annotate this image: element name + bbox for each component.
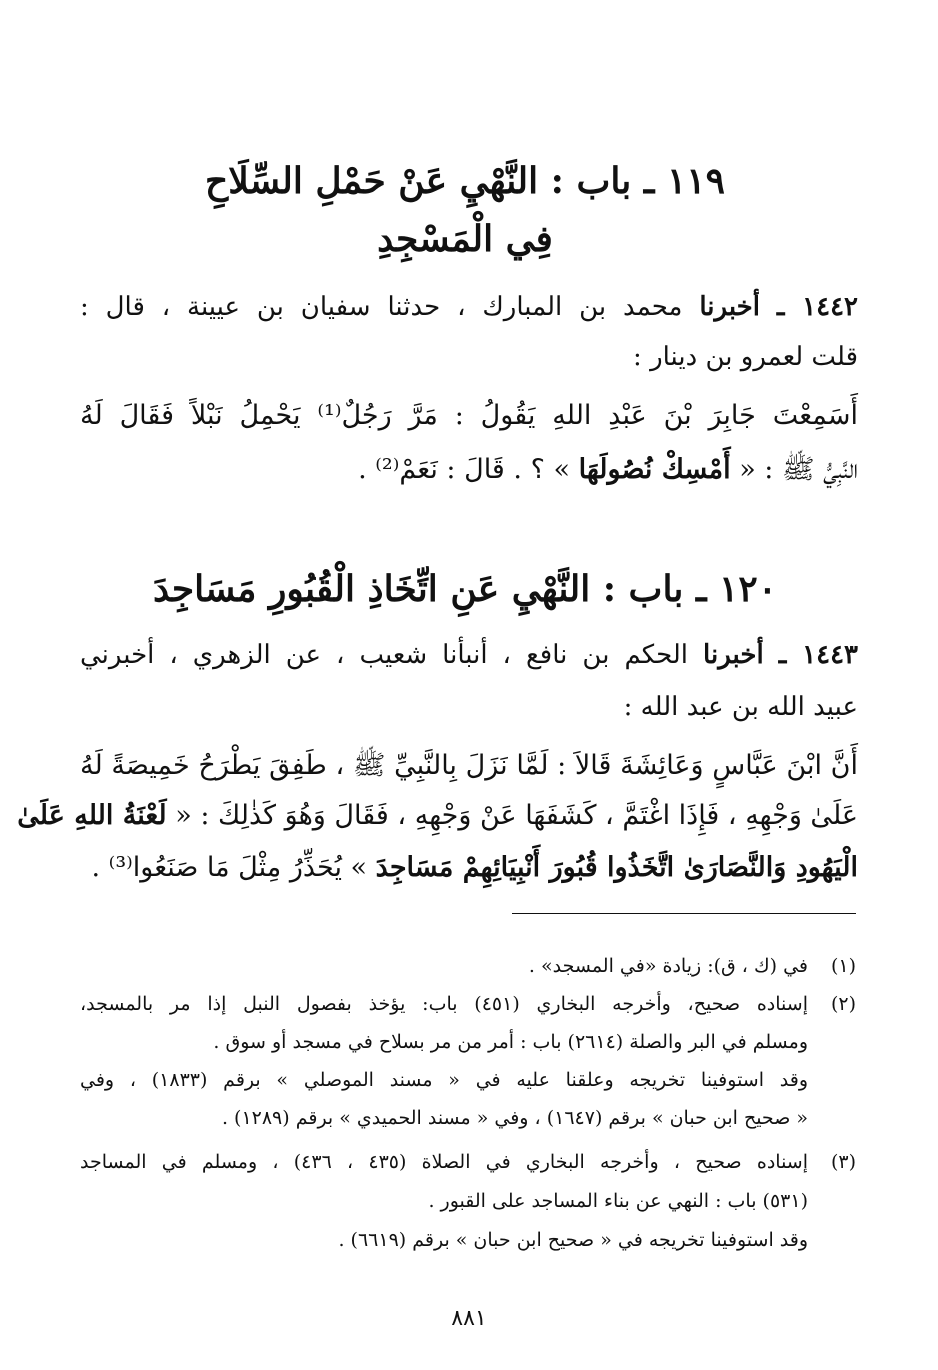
footnote-3-line2: (٥٣١) باب : النهي عن بناء المساجد على القبور . — [428, 1190, 808, 1212]
hadith-number: ١٤٤٣ ـ — [778, 640, 858, 670]
footnote-1-line1: في (ك ، ق): زيادة «في المسجد» . — [528, 955, 808, 977]
prophetic-quote: أَمْسِكْ نُصُولَهَا — [578, 454, 731, 485]
hadith-1442-matn-line2 — [80, 452, 858, 492]
isnad-text: محمد بن المبارك ، حدثنا سفيان بن عيينة ، قال : — [80, 292, 683, 322]
akhbarana-word: أخبرنا — [703, 640, 764, 670]
footnote-3-line3: وقد استوفينا تخريجه في « صحيح ابن حبان » برقم (٦٦١٩) . — [338, 1229, 808, 1251]
hadith-1443-matn-line1: أَنَّ ابْنَ عَبَّاسٍ وَعَائِشَةَ قَالاَ : لَمَّا نَزَلَ بِالنَّبِيِّ ﷺ ، طَفِقَ يَطْرَحُ خَمِيصَةً لَهُ — [80, 750, 858, 781]
footnote-2-number: (٢) — [830, 993, 856, 1015]
hadith-number: ١٤٤٢ ـ — [776, 292, 859, 322]
chapter-119-title-line1: ١١٩ ـ باب : النَّهْيِ عَنْ حَمْلِ السِّلَاحِ — [205, 160, 725, 202]
isnad-text: الحكم بن نافع ، أنبأنا شعيب ، عن الزهري ، أخبرني — [80, 640, 689, 670]
hadith-1442-isnad-line1 — [80, 292, 858, 322]
hadith-1443-isnad-line1 — [80, 640, 858, 670]
matn-text: » ؟ . قَالَ : نَعَمْ⁽²⁾ . — [358, 454, 571, 485]
matn-text: » يُحَذِّرُ مِثْلَ مَا صَنَعُوا⁽³⁾ . — [91, 852, 368, 883]
hadith-1442-isnad-line2: قلت لعمرو بن دينار : — [633, 342, 858, 372]
footnote-2-line3: وقد استوفينا تخريجه وعلقنا عليه في « مسند الموصلي » برقم (١٨٣٣) ، وفي — [80, 1069, 808, 1091]
akhbarana-word: أخبرنا — [699, 292, 760, 322]
footnote-1-number: (١) — [830, 955, 856, 977]
hadith-1442-matn-line1: أَسَمِعْتَ جَابِرَ بْنَ عَبْدِ اللهِ يَقُولُ : مَرَّ رَجُلٌ⁽¹⁾ يَحْمِلُ نَبْلاً فَقَالَ لَهُ — [80, 400, 858, 431]
chapter-119-title-line2: فِي الْمَسْجِدِ — [377, 218, 553, 260]
footnote-2-line2: ومسلم في البر والصلة (٢٦١٤) باب : أمر من مر بسلاح في مسجد أو سوق . — [213, 1031, 808, 1053]
hadith-1443-matn-line2 — [17, 800, 858, 831]
matn-text: عَلَىٰ وَجْهِهِ ، فَإِذَا اغْتَمَّ ، كَشَفَهَا عَنْ وَجْهِهِ ، فَقَالَ وَهُوَ كَذٰلِكَ : « — [175, 800, 858, 831]
matn-text: النَّبِيُّ ﷺ : « — [739, 454, 858, 485]
prophetic-quote: الْيَهُودِ وَالنَّصَارَىٰ اتَّخَذُوا قُبُورَ أَنْبِيَائِهِمْ مَسَاجِدَ — [375, 852, 858, 883]
hadith-1443-isnad-line2: عبيد الله بن عبد الله : — [623, 692, 858, 722]
prophetic-quote: لَعْنَةُ اللهِ عَلَىٰ — [17, 800, 167, 831]
footnote-separator — [512, 913, 856, 914]
hadith-1443-matn-line3 — [80, 852, 858, 883]
chapter-120-title: ١٢٠ ـ باب : النَّهْيِ عَنِ اتِّخَاذِ الْقُبُورِ مَسَاجِدَ — [152, 568, 778, 610]
footnote-3-line1: إسناده صحيح ، وأخرجه البخاري في الصلاة (٤٣٥ ، ٤٣٦) ، ومسلم في المساجد — [80, 1151, 808, 1173]
footnote-2-line1: إسناده صحيح، وأخرجه البخاري (٤٥١) باب: يؤخذ بفصول النبل إذا مر بالمسجد، — [80, 993, 808, 1015]
footnote-2-line4: « صحيح ابن حبان » برقم (١٦٤٧) ، وفي « مسند الحميدي » برقم (١٢٨٩) . — [221, 1107, 808, 1129]
page-number: ٨٨١ — [451, 1306, 487, 1331]
footnote-3-number: (٣) — [830, 1151, 856, 1173]
